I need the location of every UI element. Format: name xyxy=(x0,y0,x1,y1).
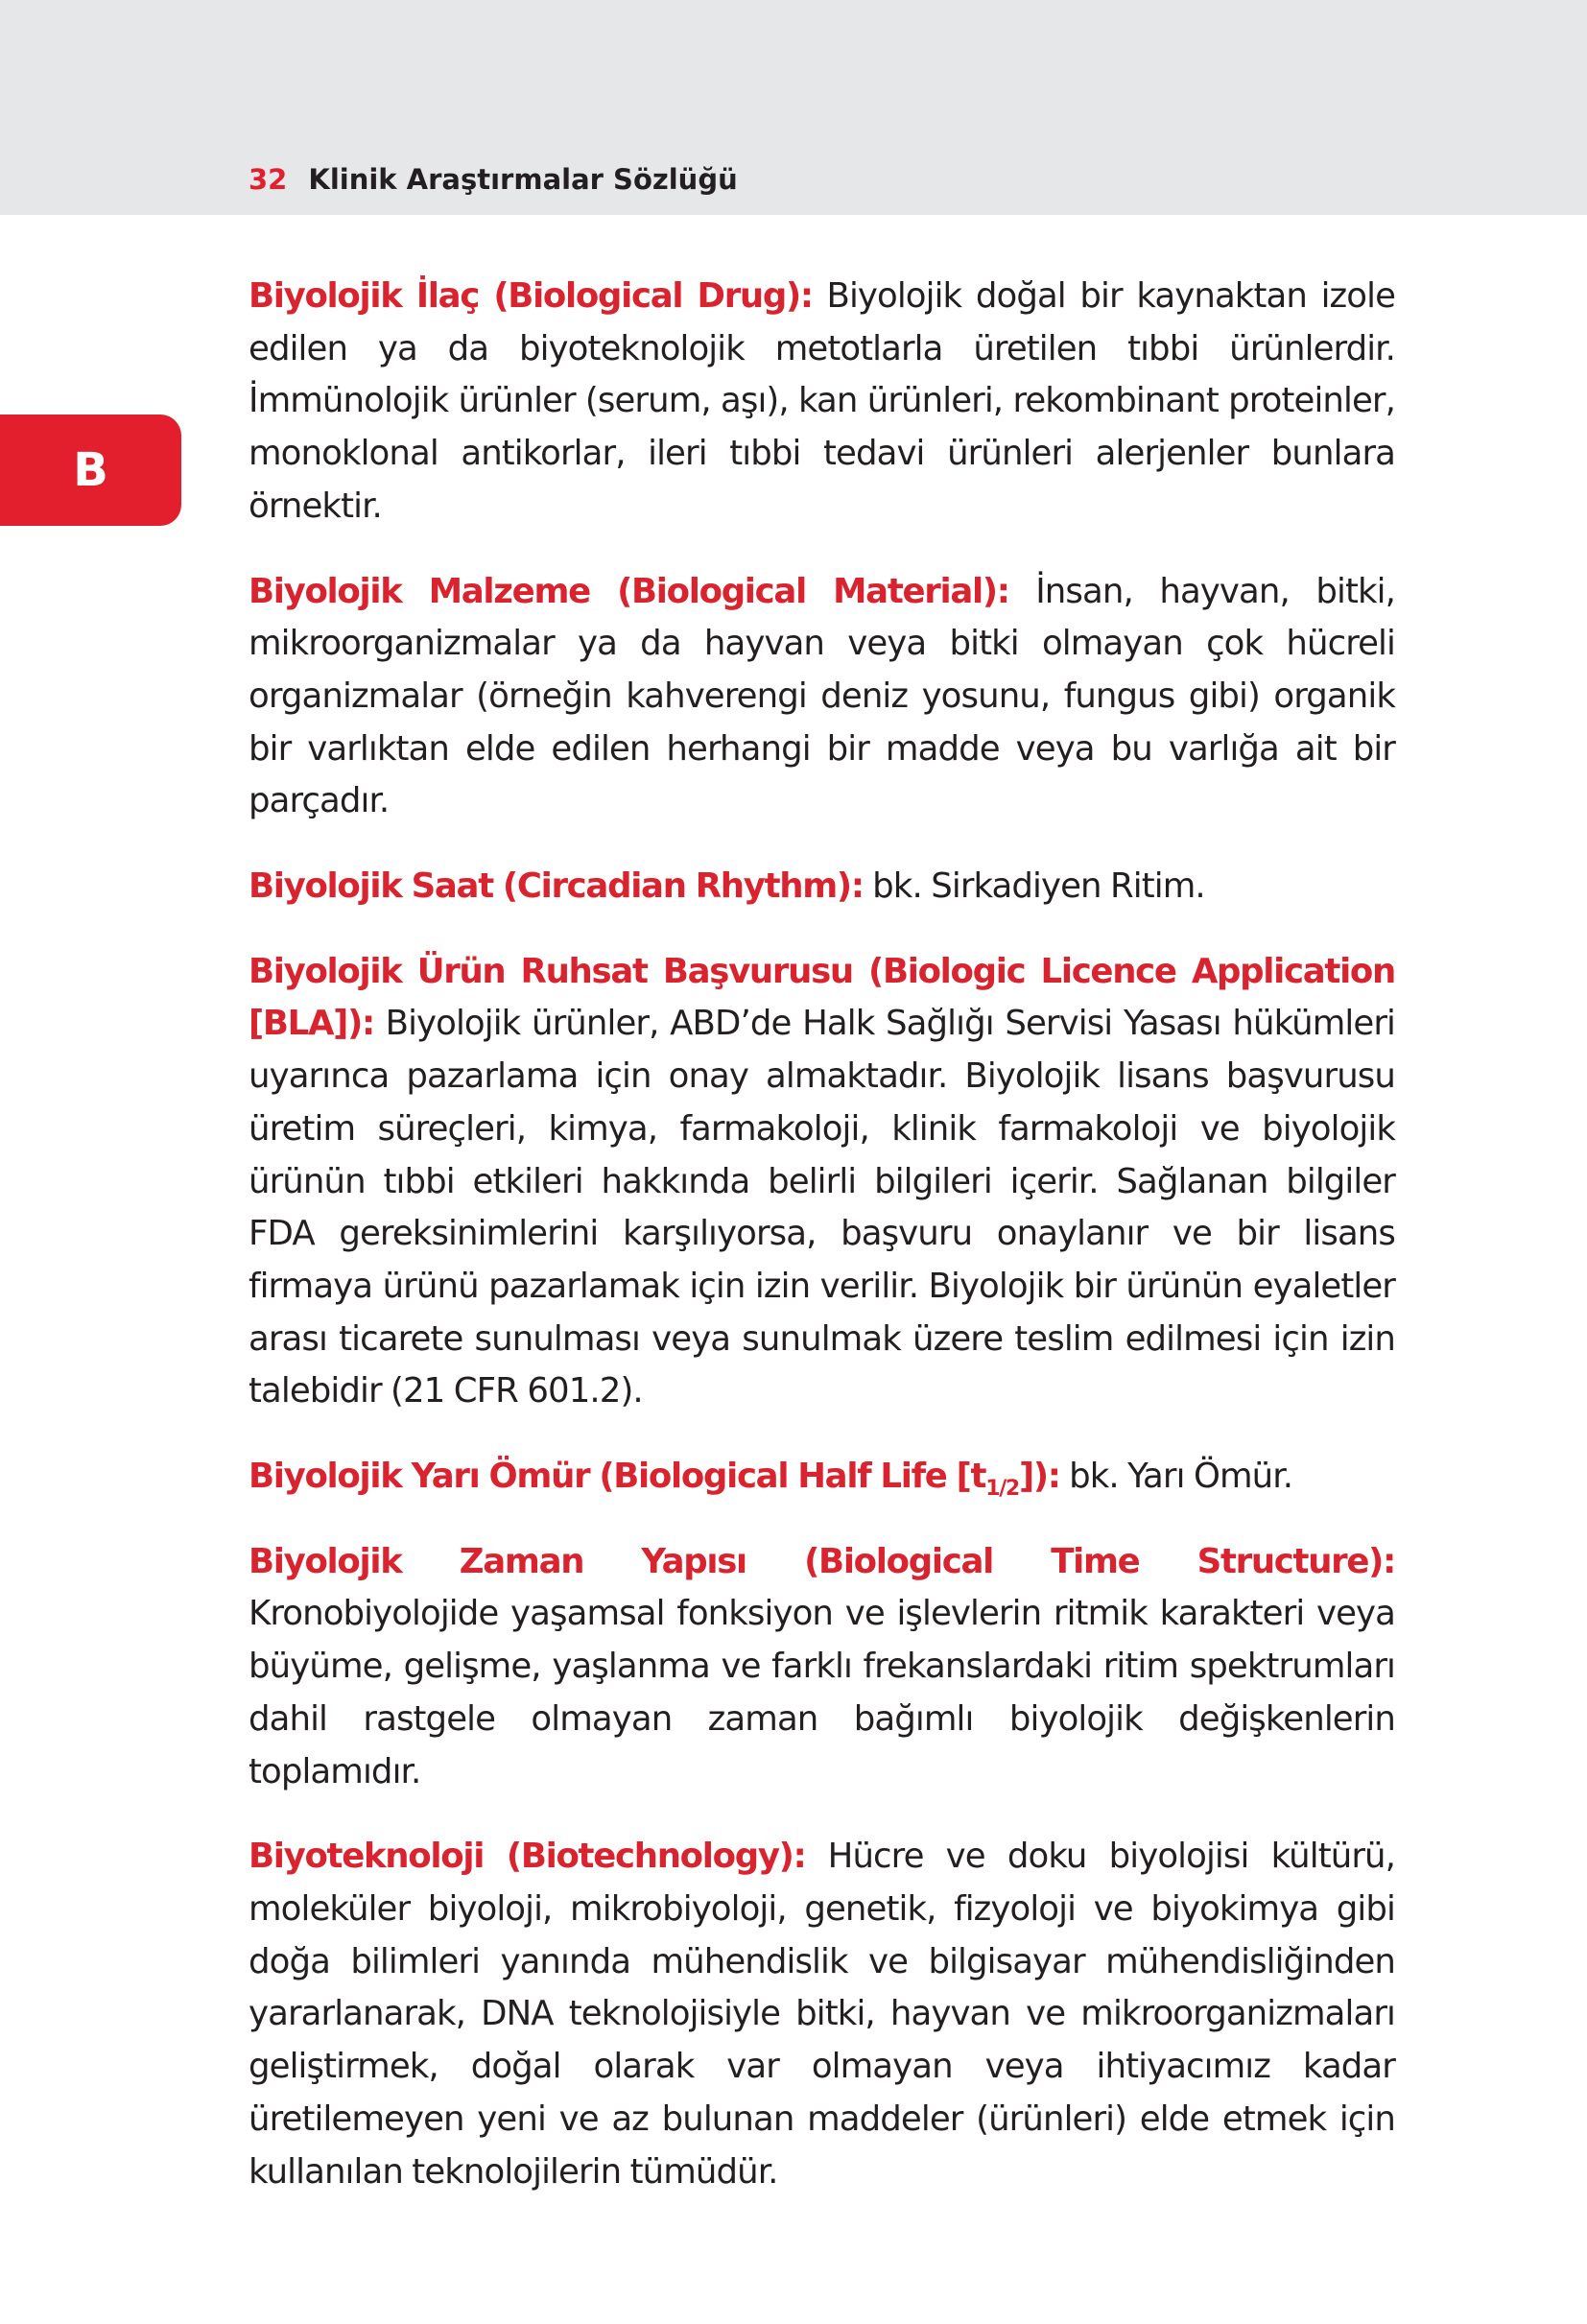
entry-term-end: ]): xyxy=(1018,1457,1060,1497)
entry-term-main: Biyolojik Yarı Ömür (Biological Half Life [t xyxy=(249,1457,986,1497)
entry-term xyxy=(249,1457,1060,1502)
running-header xyxy=(249,163,738,196)
entry-biological-drug xyxy=(249,271,1395,534)
entry-biotechnology xyxy=(249,1831,1395,2198)
entry-circadian-rhythm xyxy=(249,861,1395,913)
entry-definition: Biyolojik doğal bir kaynaktan izole edilen ya da biyoteknolojik metotlarla üretilen tıbbi ürünlerdir. İmmünolojik ürünler (serum, aşı), kan ürünleri, rekombinant proteinler, monoklonal antikorlar, ileri tıbbi tedavi ürünleri alerjenler bunlara örnektir. xyxy=(249,276,1396,526)
book-title: Klinik Araştırmalar Sözlüğü xyxy=(308,163,738,196)
page-header-band xyxy=(0,0,1587,215)
entry-definition: bk. Yarı Ömür. xyxy=(1069,1457,1293,1497)
entry-term: Biyolojik Saat (Circadian Rhythm): xyxy=(249,866,864,907)
entry-term-subscript: 1/2 xyxy=(985,1477,1019,1502)
entry-biological-time-structure xyxy=(249,1536,1395,1799)
entry-definition: Kronobiyolojide yaşamsal fonksiyon ve işlevlerin ritmik karakteri veya büyüme, gelişme, yaşlanma ve farklı frekanslardaki ritim spektrumları dahil rastgele olmayan zaman bağımlı biyolojik değişkenlerin toplamıdır. xyxy=(249,1594,1395,1791)
entry-term: Biyoteknoloji (Biotechnology): xyxy=(249,1837,806,1877)
entry-term: Biyolojik Zaman Yapısı (Biological Time Structure): xyxy=(249,1541,1395,1581)
dictionary-entries xyxy=(249,271,1395,2231)
entry-definition: Hücre ve doku biyolojisi kültürü, moleküler biyoloji, mikrobiyoloji, genetik, fizyoloji ve biyokimya gibi doğa bilimleri yanında mühendislik ve bilgisayar mühendisliğinden yararlanarak, DNA teknolojisiyle bitki, hayvan ve mikroorganizmaları geliştirmek, doğal olarak var olmayan veya ihtiyacımız kadar üretilemeyen yeni ve az bulunan maddeler (ürünleri) elde etmek için kullanılan teknolojilerin tümüdür. xyxy=(249,1837,1396,2192)
entry-definition: Biyolojik ürünler, ABD’de Halk Sağlığı Servisi Yasası hükümleri uyarınca pazarlama için onay almaktadır. Biyolojik lisans başvurusu üretim süreçleri, kimya, farmakoloji, klinik farmakoloji ve biyolojik ürünün tıbbi etkileri hakkında belirli bilgileri içerir. Sağlanan bilgiler FDA gereksinimlerini karşılıyorsa, başvuru onaylanır ve bir lisans firmaya ürünü pazarlamak için izin verilir. Biyolojik bir ürünün eyaletler arası ticarete sunulması veya sunulmak üzere teslim edilmesi için izin talebidir (21 CFR 601.2). xyxy=(249,1004,1395,1411)
entry-term: Biyolojik Ürün Ruhsat Başvurusu (Biologic Licence Application [BLA]): xyxy=(249,951,1395,1044)
entry-biologic-licence-application xyxy=(249,946,1395,1418)
entry-definition: bk. Sirkadiyen Ritim. xyxy=(872,866,1205,907)
entry-term: Biyolojik İlaç (Biological Drug): xyxy=(249,276,813,316)
entry-biological-material xyxy=(249,566,1395,829)
entry-term: Biyolojik Malzeme (Biological Material): xyxy=(249,571,1009,611)
page-number: 32 xyxy=(249,163,288,196)
entry-biological-half-life xyxy=(249,1451,1395,1504)
entry-definition: İnsan, hayvan, bitki, mikroorganizmalar ya da hayvan veya bitki olmayan çok hücreli organizmalar (örneğin kahverengi deniz yosunu, fungus gibi) organik bir varlıktan elde edilen herhangi bir madde veya bu varlığa ait bir parçadır. xyxy=(249,571,1396,821)
section-letter-tab: B xyxy=(0,415,181,526)
